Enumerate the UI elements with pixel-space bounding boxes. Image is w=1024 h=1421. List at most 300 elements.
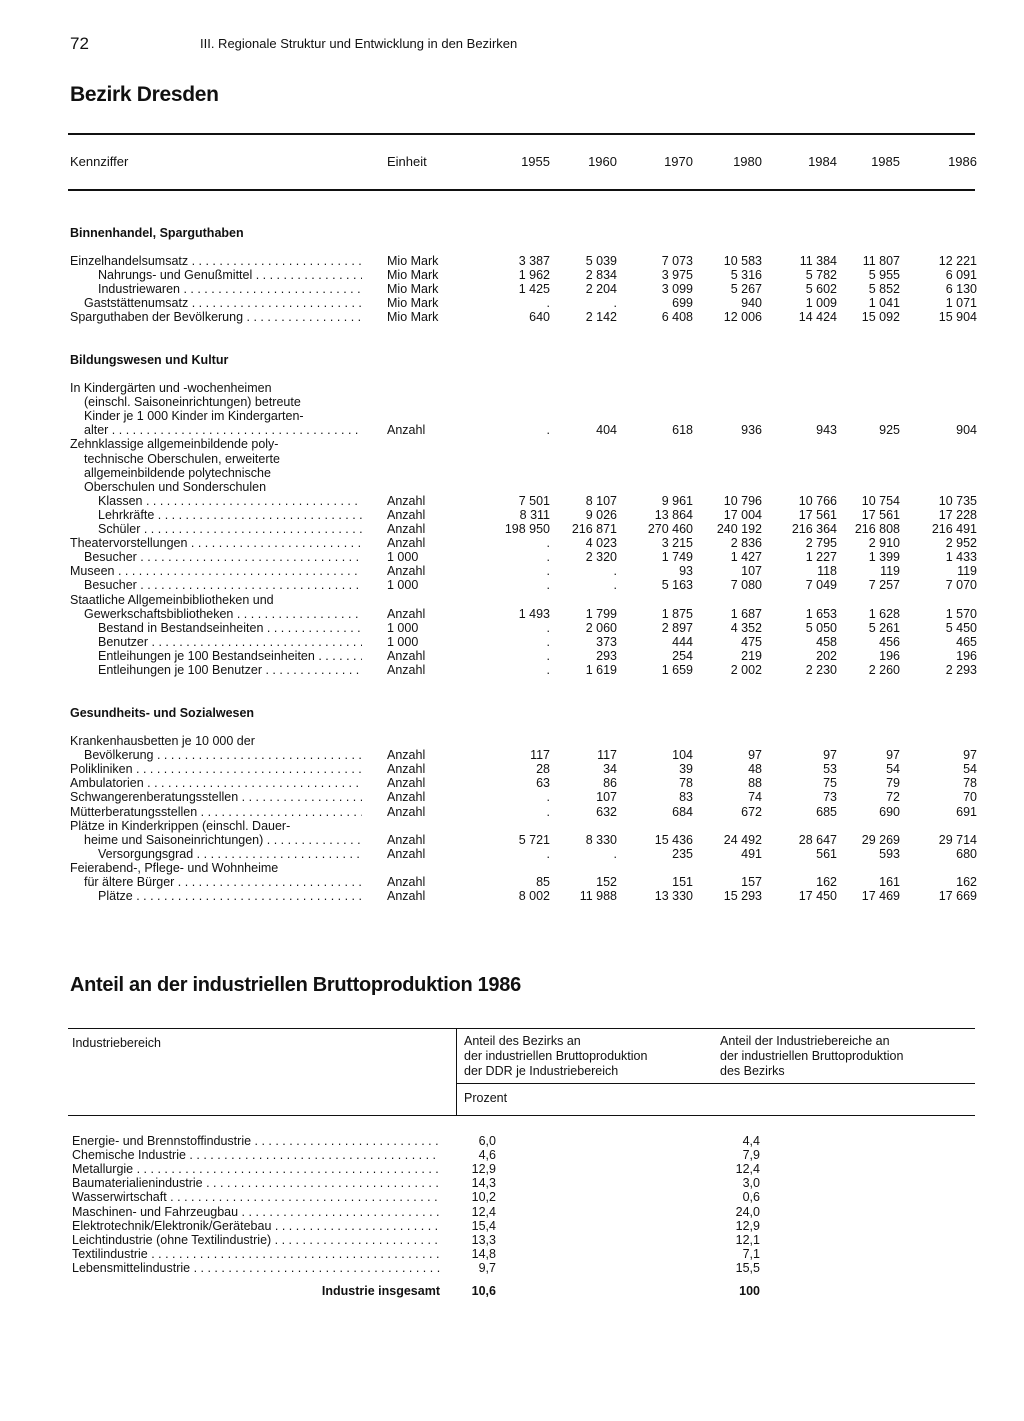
value-cell: 240 192	[716, 522, 762, 536]
value-cell: 75	[823, 776, 837, 791]
value-cell: 17 228	[938, 507, 977, 522]
table-row	[0, 607, 1024, 621]
value-cell: 2 230	[805, 663, 837, 677]
table-row	[0, 861, 1024, 875]
row-label: Sparguthaben der Bevölkerung . . .	[70, 310, 362, 324]
table-row	[0, 847, 1024, 861]
value-cell: 29 714	[938, 832, 977, 847]
value-cell: 2 897	[661, 620, 693, 635]
value-cell: 11 384	[799, 254, 837, 268]
anteil-value-bereich: 7,9	[742, 1148, 760, 1163]
table-row	[0, 663, 1024, 677]
value-cell: 1 687	[730, 606, 762, 621]
value-cell: 685	[816, 804, 837, 819]
value-cell: 5 955	[868, 268, 900, 283]
row-label: Einzelhandelsumsatz . . .	[70, 254, 362, 268]
row-unit: 1 000	[387, 578, 419, 593]
chapter-title: III. Regionale Struktur und Entwicklung in den Bezirken	[200, 36, 518, 51]
row-label: Industriewaren . . .	[70, 282, 362, 296]
value-cell: 7 080	[730, 578, 762, 593]
year-header-1955: 1955	[521, 154, 550, 169]
value-cell: .	[546, 663, 550, 677]
section-heading: Gesundheits- und Sozialwesen	[70, 706, 255, 720]
value-cell: 7 501	[518, 493, 550, 508]
row-label: Krankenhausbetten je 10 000 der	[70, 734, 255, 748]
row-label: Besucher . . .	[70, 578, 362, 592]
value-cell: 1 628	[868, 606, 900, 621]
value-cell: 936	[741, 423, 762, 438]
table-row	[0, 452, 1024, 466]
value-cell: 8 002	[518, 889, 550, 904]
value-cell: 293	[596, 648, 617, 663]
value-cell: 117	[530, 748, 550, 763]
row-unit: Anzahl	[387, 748, 426, 763]
anteil-label: Metallurgie . . .	[72, 1162, 440, 1176]
value-cell: .	[546, 804, 550, 819]
value-cell: 2 834	[585, 268, 617, 283]
row-unit: Anzahl	[387, 648, 426, 663]
anteil-row	[0, 1148, 1024, 1162]
value-cell: 78	[679, 776, 693, 791]
value-cell: 15 904	[938, 310, 977, 325]
table-row	[0, 593, 1024, 607]
value-cell: 48	[748, 762, 762, 777]
value-cell: 8 311	[519, 507, 550, 522]
value-cell: 63	[536, 776, 550, 791]
value-cell: .	[546, 648, 550, 663]
value-cell: 107	[596, 790, 617, 805]
value-cell: 1 659	[661, 663, 693, 677]
value-cell: 1 653	[805, 606, 837, 621]
row-unit: Anzahl	[387, 790, 426, 805]
value-cell: 162	[816, 875, 837, 889]
value-cell: 97	[748, 748, 762, 763]
value-cell: 5 039	[585, 254, 617, 268]
value-cell: 1 493	[518, 606, 550, 621]
value-cell: 7 070	[945, 578, 977, 593]
table-row	[0, 762, 1024, 776]
value-cell: 1 619	[585, 663, 617, 677]
value-cell: .	[546, 423, 550, 438]
table-row	[0, 649, 1024, 663]
value-cell: 216 871	[571, 522, 617, 536]
header-line: Anteil der Industriebereiche an	[720, 1034, 890, 1048]
value-cell: 7 049	[805, 578, 837, 593]
value-cell: 12 221	[938, 254, 977, 268]
table-row	[0, 437, 1024, 451]
anteil-bottom-rule	[68, 1115, 975, 1116]
value-cell: 17 004	[723, 507, 762, 522]
row-unit: 1 000	[387, 550, 419, 565]
value-cell: 10 583	[723, 254, 762, 268]
anteil-top-rule	[68, 1028, 975, 1029]
table-row	[0, 776, 1024, 790]
value-cell: 17 469	[861, 889, 900, 904]
value-cell: 3 099	[661, 282, 693, 297]
value-cell: 254	[672, 648, 693, 663]
value-cell: 2 952	[945, 536, 977, 551]
value-cell: 6 130	[945, 282, 977, 297]
table-row	[0, 381, 1024, 395]
anteil-total-bereich: 100	[739, 1284, 760, 1298]
value-cell: 151	[672, 875, 693, 889]
row-label: In Kindergärten und -wochenheimen	[70, 381, 272, 395]
row-unit: Anzahl	[387, 832, 426, 847]
anteil-value-bezirk: 15,4	[471, 1218, 496, 1233]
value-cell: .	[546, 564, 550, 579]
anteil-value-bezirk: 13,3	[471, 1232, 496, 1247]
value-cell: 593	[879, 846, 900, 861]
anteil-row	[0, 1162, 1024, 1176]
table-row	[0, 268, 1024, 282]
value-cell: .	[546, 536, 550, 551]
section-heading: Binnenhandel, Sparguthaben	[70, 226, 244, 240]
value-cell: 17 669	[938, 889, 977, 904]
table-row	[0, 805, 1024, 819]
value-cell: 107	[741, 564, 762, 579]
value-cell: 3 215	[661, 536, 693, 551]
row-label: für ältere Bürger . . .	[70, 875, 362, 889]
row-label: Theatervorstellungen . . .	[70, 536, 362, 550]
value-cell: 2 795	[805, 536, 837, 551]
anteil-col-a-header	[464, 1034, 647, 1079]
value-cell: 2 910	[868, 536, 900, 551]
row-label: Mütterberatungsstellen . . .	[70, 805, 362, 819]
row-label: Lehrkräfte . . .	[70, 508, 362, 522]
anteil-value-bereich: 0,6	[742, 1190, 760, 1205]
value-cell: 216 491	[931, 522, 977, 536]
table-row	[0, 564, 1024, 578]
section-title-anteil: Anteil an der industriellen Bruttoproduktion 1986	[70, 974, 521, 996]
value-cell: 78	[963, 776, 977, 791]
table-row	[0, 790, 1024, 804]
value-cell: 4 352	[730, 620, 762, 635]
row-unit: 1 000	[387, 634, 419, 649]
value-cell: 5 163	[661, 578, 693, 593]
value-cell: 29 269	[861, 832, 900, 847]
row-unit: Anzahl	[387, 846, 426, 861]
value-cell: 97	[823, 748, 837, 763]
anteil-row	[0, 1176, 1024, 1190]
row-label: Schwangerenberatungsstellen . . .	[70, 790, 362, 804]
value-cell: 10 735	[938, 493, 977, 508]
anteil-value-bezirk: 9,7	[478, 1260, 496, 1275]
anteil-value-bezirk: 10,2	[471, 1190, 496, 1205]
anteil-value-bereich: 3,0	[742, 1176, 760, 1191]
value-cell: 1 799	[585, 606, 617, 621]
table-row	[0, 282, 1024, 296]
value-cell: 940	[741, 296, 762, 311]
table-header-rule	[68, 189, 975, 191]
value-cell: 9 961	[661, 493, 693, 508]
header-line: der industriellen Bruttoproduktion	[720, 1049, 904, 1063]
anteil-mid-rule	[456, 1083, 975, 1084]
value-cell: 6 091	[945, 268, 977, 283]
anteil-total-label: Industrie insgesamt	[321, 1284, 440, 1298]
value-cell: 691	[956, 804, 977, 819]
table-row	[0, 819, 1024, 833]
value-cell: 2 260	[868, 663, 900, 677]
row-label: alter . . .	[70, 423, 362, 437]
header-line: der DDR je Industriebereich	[464, 1064, 619, 1078]
row-unit: Anzahl	[387, 423, 426, 438]
value-cell: 2 320	[585, 550, 617, 565]
value-cell: 925	[879, 423, 900, 438]
row-label: technische Oberschulen, erweiterte	[84, 451, 280, 466]
anteil-value-bezirk: 12,4	[471, 1204, 496, 1219]
value-cell: 219	[741, 648, 762, 663]
row-label: Gaststättenumsatz . . .	[70, 296, 362, 310]
value-cell: 4 023	[585, 536, 617, 551]
row-label: allgemeinbildende polytechnische	[84, 465, 271, 480]
anteil-row	[0, 1219, 1024, 1233]
row-label: Klassen . . .	[70, 494, 362, 508]
row-label: (einschl. Saisoneinrichtungen) betreute	[84, 395, 301, 410]
value-cell: 88	[748, 776, 762, 791]
value-cell: 152	[596, 875, 617, 889]
table-row	[0, 635, 1024, 649]
value-cell: 14 424	[798, 310, 837, 325]
value-cell: 1 425	[518, 282, 550, 297]
value-cell: 904	[956, 423, 977, 438]
row-label: Entleihungen je 100 Bestandseinheiten . . .	[70, 649, 362, 663]
anteil-value-bezirk: 12,9	[471, 1162, 496, 1177]
value-cell: .	[613, 846, 617, 861]
value-cell: 1 399	[868, 550, 900, 565]
year-header-1986: 1986	[948, 154, 977, 169]
value-cell: 2 293	[945, 663, 977, 677]
row-label: Kinder je 1 000 Kinder im Kindergarten-	[84, 409, 304, 424]
value-cell: 13 864	[654, 507, 693, 522]
value-cell: 54	[963, 762, 977, 777]
row-unit: Anzahl	[387, 606, 426, 621]
table-row	[0, 480, 1024, 494]
value-cell: 680	[956, 846, 977, 861]
value-cell: 39	[679, 762, 693, 777]
page-title: Bezirk Dresden	[70, 83, 219, 106]
anteil-value-bezirk: 6,0	[478, 1134, 496, 1148]
value-cell: 216 808	[854, 522, 900, 536]
table-row	[0, 875, 1024, 889]
value-cell: .	[546, 578, 550, 593]
value-cell: 93	[679, 564, 693, 579]
anteil-label: Leichtindustrie (ohne Textilindustrie) . . .	[72, 1233, 440, 1247]
value-cell: 5 267	[730, 282, 762, 297]
value-cell: 79	[886, 776, 900, 791]
value-cell: 13 330	[654, 889, 693, 904]
value-cell: 196	[956, 648, 977, 663]
value-cell: 10 796	[723, 493, 762, 508]
value-cell: 2 002	[730, 663, 762, 677]
value-cell: 5 450	[945, 620, 977, 635]
value-cell: 1 570	[945, 606, 977, 621]
anteil-unit: Prozent	[464, 1091, 508, 1105]
value-cell: 119	[957, 564, 977, 579]
anteil-value-bereich: 12,9	[735, 1218, 760, 1233]
value-cell: 5 050	[805, 620, 837, 635]
value-cell: 1 427	[730, 550, 762, 565]
row-unit: 1 000	[387, 620, 419, 635]
row-label: Plätze . . .	[70, 889, 362, 903]
anteil-col-b-header	[720, 1034, 903, 1079]
value-cell: 198 950	[504, 522, 550, 536]
anteil-label: Wasserwirtschaft . . .	[72, 1190, 440, 1204]
anteil-value-bezirk: 4,6	[478, 1148, 496, 1163]
year-header-1984: 1984	[808, 154, 837, 169]
value-cell: 17 561	[861, 507, 900, 522]
row-unit: Mio Mark	[387, 254, 439, 268]
value-cell: .	[546, 550, 550, 565]
value-cell: 672	[741, 804, 762, 819]
value-cell: 34	[603, 762, 617, 777]
row-unit: Mio Mark	[387, 282, 439, 297]
anteil-label: Chemische Industrie . . .	[72, 1148, 440, 1162]
anteil-value-bereich: 4,4	[742, 1134, 760, 1148]
value-cell: 1 071	[945, 296, 977, 311]
value-cell: 2 142	[585, 310, 617, 325]
table-row	[0, 522, 1024, 536]
row-unit: Anzahl	[387, 493, 426, 508]
value-cell: 17 450	[798, 889, 837, 904]
anteil-total-bezirk: 10,6	[471, 1284, 496, 1298]
value-cell: 1 962	[518, 268, 550, 283]
value-cell: 235	[672, 846, 693, 861]
value-cell: 561	[816, 846, 837, 861]
value-cell: 104	[672, 748, 693, 763]
table-row	[0, 466, 1024, 480]
anteil-value-bezirk: 14,8	[471, 1246, 496, 1261]
row-unit: Anzahl	[387, 522, 426, 536]
value-cell: 117	[597, 748, 617, 763]
value-cell: 74	[748, 790, 762, 805]
row-unit: Anzahl	[387, 804, 426, 819]
value-cell: 943	[816, 423, 837, 438]
row-unit: Mio Mark	[387, 268, 439, 283]
value-cell: 475	[741, 634, 762, 649]
value-cell: 216 364	[791, 522, 837, 536]
anteil-label: Lebensmittelindustrie . . .	[72, 1261, 440, 1275]
value-cell: 15 293	[723, 889, 762, 904]
value-cell: 86	[603, 776, 617, 791]
row-label: Entleihungen je 100 Benutzer . . .	[70, 663, 362, 677]
value-cell: 3 975	[661, 268, 693, 283]
row-label: Bestand in Bestandseinheiten . . .	[70, 621, 362, 635]
row-unit: Anzahl	[387, 889, 426, 904]
table-row	[0, 748, 1024, 762]
anteil-label: Baumaterialienindustrie . . .	[72, 1176, 440, 1190]
row-label: Versorgungsgrad . . .	[70, 847, 362, 861]
value-cell: 17 561	[798, 507, 837, 522]
row-label: Zehnklassige allgemeinbildende poly-	[70, 437, 279, 452]
value-cell: 1 041	[868, 296, 900, 311]
row-unit: Anzahl	[387, 564, 426, 579]
value-cell: 699	[672, 296, 693, 311]
value-cell: .	[613, 564, 617, 579]
anteil-value-bereich: 7,1	[742, 1246, 760, 1261]
anteil-label: Elektrotechnik/Elektronik/Gerätebau . . .	[72, 1219, 440, 1233]
value-cell: 73	[823, 790, 837, 805]
anteil-row	[0, 1233, 1024, 1247]
table-row	[0, 254, 1024, 268]
table-row	[0, 550, 1024, 564]
value-cell: 15 092	[861, 310, 900, 325]
anteil-label: Textilindustrie . . .	[72, 1247, 440, 1261]
anteil-divider	[456, 1028, 457, 1116]
value-cell: 632	[596, 804, 617, 819]
row-label: Nahrungs- und Genußmittel . . .	[70, 268, 362, 282]
table-row	[0, 734, 1024, 748]
row-unit: Anzahl	[387, 507, 426, 522]
table-row	[0, 494, 1024, 508]
value-cell: 6 408	[661, 310, 693, 325]
value-cell: 2 836	[730, 536, 762, 551]
value-cell: 119	[880, 564, 900, 579]
column-header-einheit: Einheit	[387, 154, 427, 169]
value-cell: 5 602	[805, 282, 837, 297]
value-cell: 5 721	[518, 832, 550, 847]
value-cell: 8 330	[585, 832, 617, 847]
value-cell: .	[546, 790, 550, 805]
value-cell: 491	[741, 846, 762, 861]
value-cell: 85	[536, 875, 550, 889]
table-row	[0, 578, 1024, 592]
anteil-row	[0, 1205, 1024, 1219]
value-cell: 3 387	[518, 254, 550, 268]
value-cell: .	[613, 578, 617, 593]
value-cell: 72	[886, 790, 900, 805]
header-line: der industriellen Bruttoproduktion	[464, 1049, 648, 1063]
anteil-total-row	[0, 1284, 1024, 1298]
row-unit: Anzahl	[387, 663, 426, 677]
table-row	[0, 536, 1024, 550]
anteil-value-bereich: 12,1	[735, 1232, 760, 1247]
value-cell: 24 492	[723, 832, 762, 847]
value-cell: 684	[672, 804, 693, 819]
row-unit: Anzahl	[387, 762, 426, 777]
table-top-rule	[68, 133, 975, 135]
anteil-label: Energie- und Brennstoffindustrie . . .	[72, 1134, 440, 1148]
value-cell: 5 316	[730, 268, 762, 283]
header-line: des Bezirks	[720, 1064, 785, 1078]
value-cell: 202	[816, 648, 837, 663]
anteil-value-bereich: 24,0	[735, 1204, 760, 1219]
value-cell: 7 073	[661, 254, 693, 268]
row-unit: Anzahl	[387, 536, 426, 551]
anteil-row	[0, 1134, 1024, 1148]
value-cell: 97	[886, 748, 900, 763]
anteil-value-bereich: 12,4	[735, 1162, 760, 1177]
value-cell: 97	[963, 748, 977, 763]
value-cell: 162	[956, 875, 977, 889]
page-number: 72	[70, 34, 89, 53]
year-header-1970: 1970	[664, 154, 693, 169]
value-cell: 28	[536, 762, 550, 777]
value-cell: 53	[823, 762, 837, 777]
value-cell: 12 006	[723, 310, 762, 325]
value-cell: 5 782	[805, 268, 837, 283]
value-cell: 83	[679, 790, 693, 805]
value-cell: 1 433	[945, 550, 977, 565]
anteil-label: Maschinen- und Fahrzeugbau . . .	[72, 1205, 440, 1219]
row-unit: Anzahl	[387, 776, 426, 791]
value-cell: 1 227	[805, 550, 837, 565]
row-label: Benutzer . . .	[70, 635, 362, 649]
value-cell: 196	[879, 648, 900, 663]
value-cell: 54	[886, 762, 900, 777]
value-cell: 15 436	[654, 832, 693, 847]
row-unit: Mio Mark	[387, 296, 439, 311]
row-label: Gewerkschaftsbibliotheken . . .	[70, 607, 362, 621]
